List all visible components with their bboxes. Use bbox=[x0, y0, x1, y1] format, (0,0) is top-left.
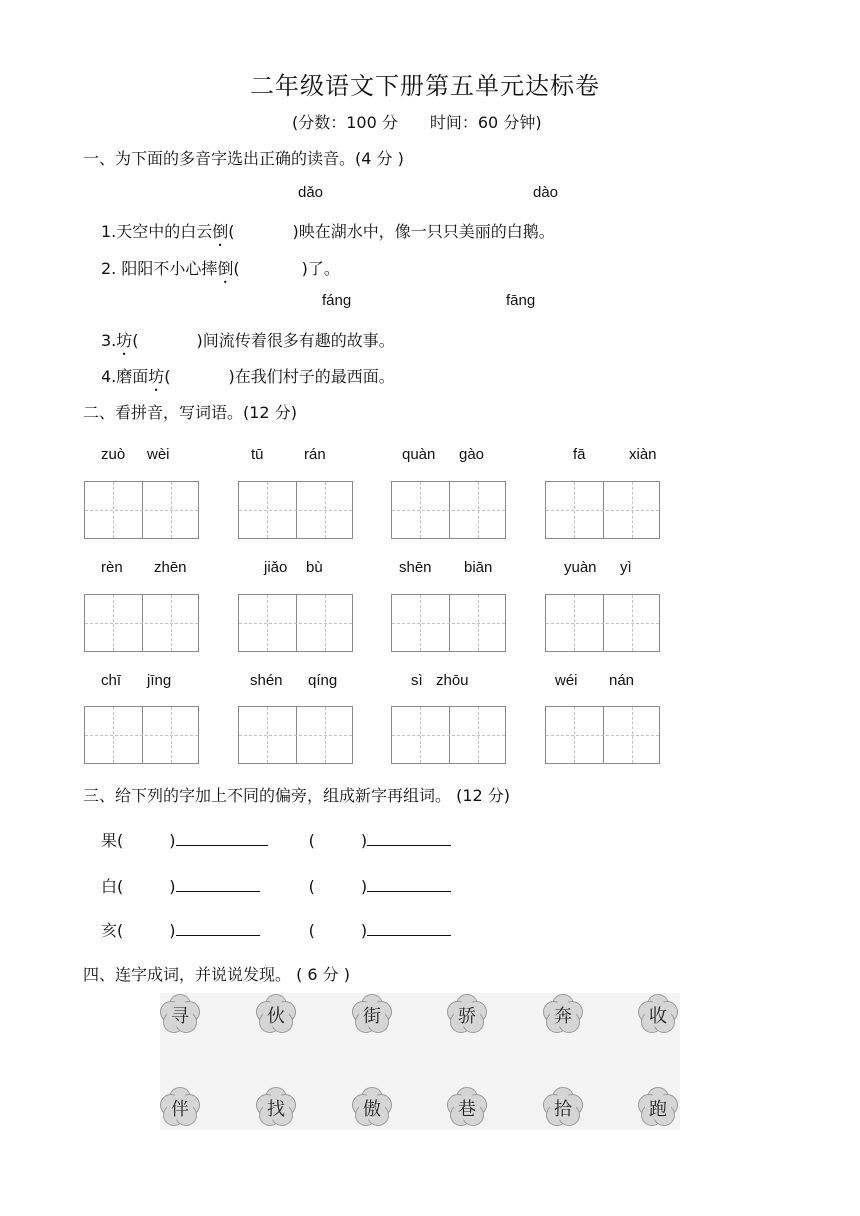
section-1-heading: 一、为下面的多音字选出正确的读音。(4 分 ) bbox=[83, 149, 404, 168]
pinyin-syllable: quàn bbox=[402, 446, 436, 463]
flower-char: 骄 bbox=[458, 1006, 476, 1027]
question-3: 3.坊( )间流传着很多有趣的故事。 bbox=[101, 331, 395, 350]
pinyin-option-fang1: fānɡ bbox=[506, 292, 536, 309]
base-char: 果 bbox=[101, 831, 118, 850]
flower-char-card[interactable] bbox=[256, 1087, 296, 1127]
pinyin-syllable: qíng bbox=[308, 672, 338, 689]
flower-char: 找 bbox=[267, 1099, 285, 1120]
word-blank[interactable] bbox=[176, 875, 260, 892]
pinyin-syllable: wéi bbox=[555, 672, 578, 689]
word-blank[interactable] bbox=[367, 919, 451, 936]
pinyin-syllable: gào bbox=[459, 446, 485, 463]
flower-char-card[interactable] bbox=[543, 1087, 583, 1127]
flower-char-card[interactable] bbox=[447, 1087, 487, 1127]
pinyin-syllable: bù bbox=[306, 559, 323, 576]
writing-grid[interactable] bbox=[84, 481, 199, 539]
pinyin-syllable: yuàn bbox=[564, 559, 597, 576]
radical-row: 白( ) ( ) bbox=[101, 874, 451, 897]
flower-char: 拾 bbox=[554, 1099, 572, 1120]
writing-grid[interactable] bbox=[84, 594, 199, 652]
writing-grid[interactable] bbox=[545, 481, 660, 539]
pinyin-syllable: zhēn bbox=[154, 559, 187, 576]
polyphone-char: 倒 bbox=[217, 259, 234, 278]
question-2: 2. 阳阳不小心摔倒( )了。 bbox=[101, 259, 340, 278]
flower-char-card[interactable] bbox=[160, 1087, 200, 1127]
flower-char: 寻 bbox=[171, 1006, 189, 1027]
pinyin-syllable: zhōu bbox=[436, 672, 469, 689]
writing-grid[interactable] bbox=[84, 706, 199, 764]
pinyin-syllable: tū bbox=[251, 446, 264, 463]
pinyin-syllable: zuò bbox=[101, 446, 126, 463]
writing-grid[interactable] bbox=[391, 594, 506, 652]
polyphone-char: 坊 bbox=[116, 331, 133, 350]
pinyin-syllable: fā bbox=[573, 446, 586, 463]
writing-grid[interactable] bbox=[238, 481, 353, 539]
word-blank[interactable] bbox=[367, 829, 451, 846]
flower-char-card[interactable] bbox=[160, 994, 200, 1034]
flower-char: 伙 bbox=[267, 1006, 285, 1027]
flower-char-card[interactable] bbox=[352, 1087, 392, 1127]
pinyin-syllable: xiàn bbox=[629, 446, 657, 463]
flower-char: 伴 bbox=[171, 1099, 189, 1120]
page-subtitle: (分数：100 分 时间：60 分钟) bbox=[292, 113, 542, 132]
question-1: 1.天空中的白云倒( )映在湖水中，像一只只美丽的白鹅。 bbox=[101, 222, 555, 241]
word-blank[interactable] bbox=[176, 919, 260, 936]
flower-char-card[interactable] bbox=[447, 994, 487, 1034]
flower-char: 巷 bbox=[458, 1099, 476, 1120]
flower-char: 奔 bbox=[554, 1006, 572, 1027]
question-4: 4.磨面坊( )在我们村子的最西面。 bbox=[101, 367, 395, 386]
pinyin-syllable: yì bbox=[620, 559, 632, 576]
flower-char-card[interactable] bbox=[256, 994, 296, 1034]
polyphone-char: 倒 bbox=[212, 222, 229, 241]
flower-char-card[interactable] bbox=[638, 1087, 678, 1127]
pinyin-syllable: shén bbox=[250, 672, 283, 689]
word-matching-area bbox=[160, 993, 680, 1130]
pinyin-syllable: wèi bbox=[147, 446, 170, 463]
pinyin-syllable: jīng bbox=[147, 672, 172, 689]
flower-char-card[interactable] bbox=[352, 994, 392, 1034]
section-2-heading: 二、看拼音，写词语。(12 分) bbox=[83, 403, 297, 422]
flower-char: 收 bbox=[649, 1006, 667, 1027]
page-title: 二年级语文下册第五单元达标卷 bbox=[250, 72, 600, 100]
writing-grid[interactable] bbox=[545, 706, 660, 764]
writing-grid[interactable] bbox=[238, 594, 353, 652]
flower-char: 跑 bbox=[649, 1099, 667, 1120]
base-char: 白 bbox=[101, 877, 118, 896]
pinyin-option-dao3: dǎo bbox=[298, 184, 324, 201]
section-4-heading: 四、连字成词，并说说发现。 ( 6 分 ) bbox=[83, 965, 351, 984]
pinyin-option-dao4: dào bbox=[533, 184, 559, 201]
pinyin-syllable: rèn bbox=[101, 559, 123, 576]
pinyin-syllable: nán bbox=[609, 672, 635, 689]
pinyin-syllable: rán bbox=[304, 446, 326, 463]
flower-char-card[interactable] bbox=[638, 994, 678, 1034]
pinyin-syllable: sì bbox=[411, 672, 423, 689]
radical-row: 亥( ) ( ) bbox=[101, 918, 451, 941]
writing-grid[interactable] bbox=[391, 481, 506, 539]
base-char: 亥 bbox=[101, 921, 118, 940]
pinyin-syllable: shēn bbox=[399, 559, 432, 576]
flower-char-card[interactable] bbox=[543, 994, 583, 1034]
polyphone-char: 坊 bbox=[148, 367, 165, 386]
word-blank[interactable] bbox=[367, 875, 451, 892]
pinyin-syllable: jiǎo bbox=[264, 559, 288, 576]
flower-char: 街 bbox=[363, 1006, 381, 1027]
pinyin-option-fang2: fáng bbox=[322, 292, 352, 309]
writing-grid[interactable] bbox=[238, 706, 353, 764]
word-blank[interactable] bbox=[176, 829, 268, 846]
radical-row: 果( ) ( ) bbox=[101, 828, 451, 851]
pinyin-syllable: biān bbox=[464, 559, 493, 576]
writing-grid[interactable] bbox=[391, 706, 506, 764]
writing-grid[interactable] bbox=[545, 594, 660, 652]
pinyin-syllable: chī bbox=[101, 672, 122, 689]
flower-char: 傲 bbox=[363, 1099, 381, 1120]
section-3-heading: 三、给下列的字加上不同的偏旁，组成新字再组词。 (12 分) bbox=[83, 786, 511, 805]
